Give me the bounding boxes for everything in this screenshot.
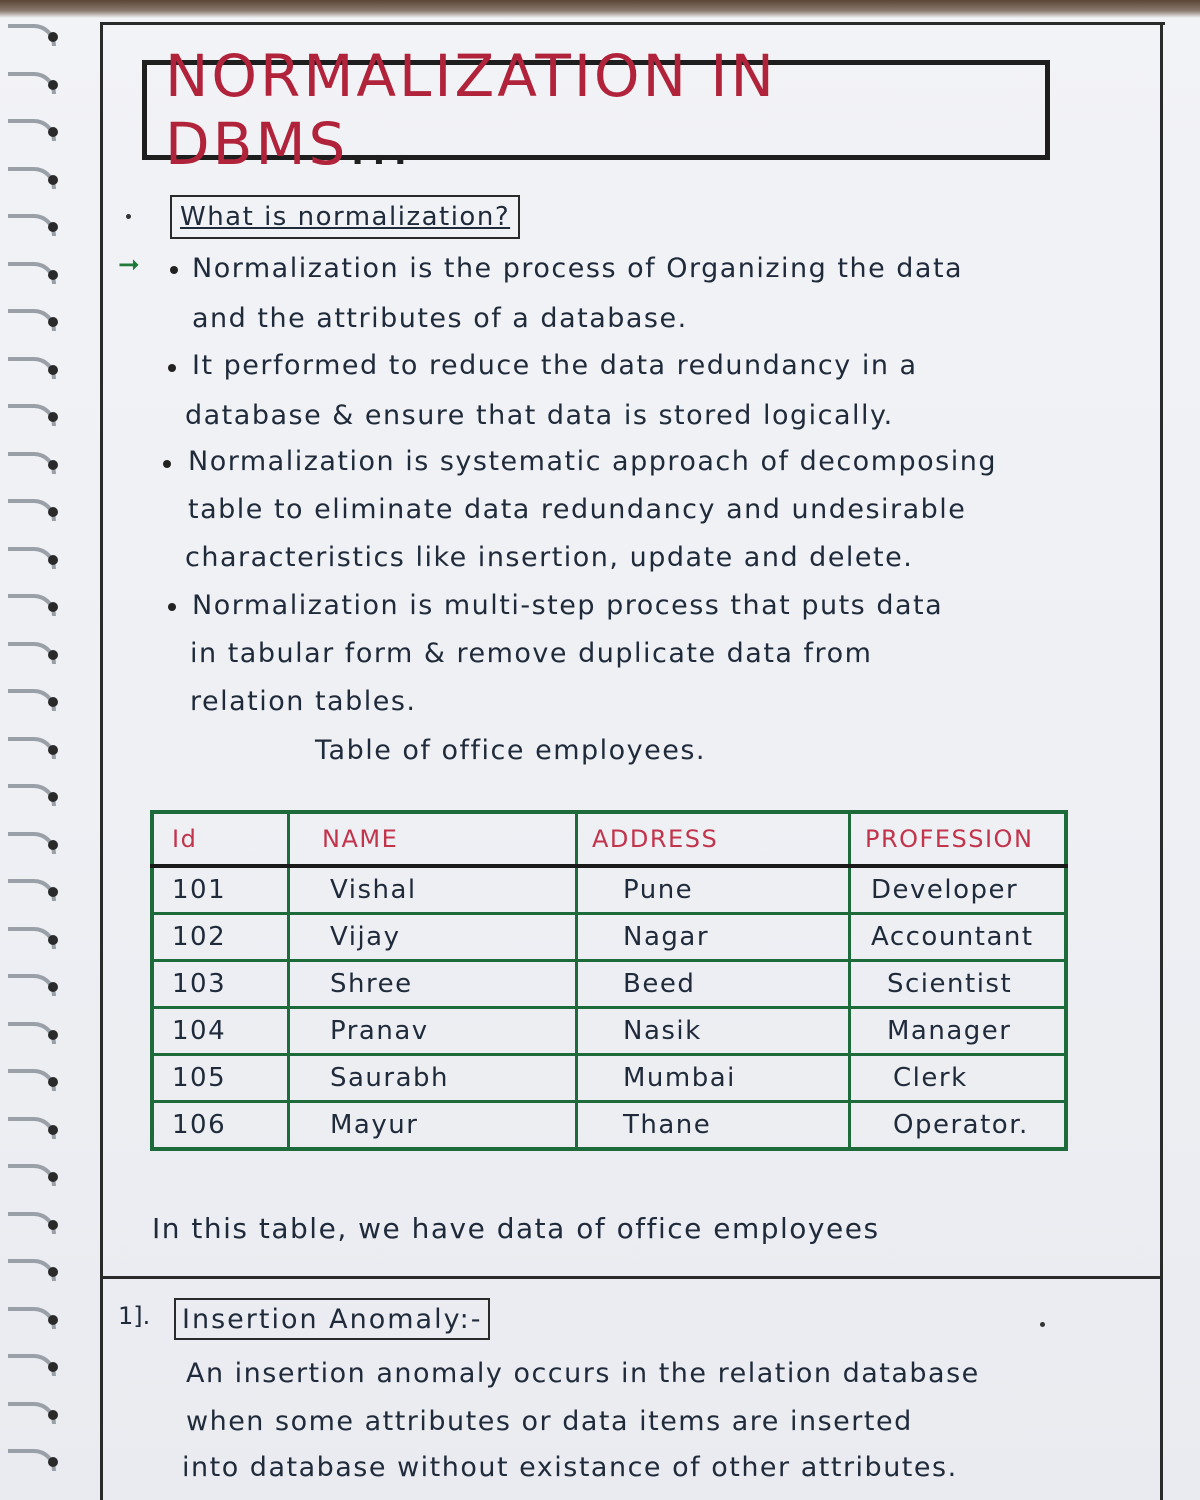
spiral-ring [8, 1065, 58, 1095]
spiral-hole [48, 887, 58, 897]
spiral-hole [48, 1410, 58, 1420]
bullet-4-line-1: Normalization is multi-step process that puts data [192, 590, 944, 621]
cell-id: 105 [152, 1055, 289, 1102]
spiral-ring [8, 1018, 58, 1048]
spiral-ring [8, 1160, 58, 1190]
spiral-hole [48, 222, 58, 232]
spiral-ring [8, 448, 58, 478]
header-address: ADDRESS [577, 812, 850, 866]
bullet-2-line-1: It performed to reduce the data redundancy in a [192, 350, 918, 381]
spiral-ring [8, 685, 58, 715]
header-profession: PROFESSION [850, 812, 1067, 866]
spiral-ring [8, 780, 58, 810]
cell-name: Vijay [289, 914, 577, 961]
bullet-4-line-2: in tabular form & remove duplicate data from [190, 638, 873, 669]
spiral-ring [8, 970, 58, 1000]
spiral-hole [48, 1267, 58, 1277]
spiral-hole [48, 365, 58, 375]
cell-address: Mumbai [577, 1055, 850, 1102]
spiral-ring [8, 1255, 58, 1285]
spiral-ring [8, 1113, 58, 1143]
bullet-icon [168, 364, 176, 372]
section-heading-box [174, 1298, 490, 1340]
spiral-hole [48, 1172, 58, 1182]
margin-dot [1040, 1322, 1045, 1327]
cell-name: Mayur [289, 1102, 577, 1150]
spiral-hole [48, 1315, 58, 1325]
spiral-hole [48, 175, 58, 185]
bullet-3-line-2: table to eliminate data redundancy and undesirable [188, 494, 967, 525]
title-box [142, 42, 1050, 178]
cell-address: Beed [577, 961, 850, 1008]
section-number: 1]. [118, 1302, 151, 1330]
spiral-hole [48, 412, 58, 422]
table-caption: Table of office employees. [315, 735, 707, 766]
cell-profession: Manager [850, 1008, 1067, 1055]
spiral-binding [0, 20, 70, 1500]
spiral-hole [48, 935, 58, 945]
spiral-ring [8, 68, 58, 98]
table-row [152, 961, 1066, 1008]
header-id: Id [152, 812, 289, 866]
spiral-ring [8, 258, 58, 288]
bullet-1-line-2: and the attributes of a database. [192, 303, 688, 334]
cell-address: Pune [577, 866, 850, 914]
table-header-row [152, 812, 1066, 866]
spiral-ring [8, 305, 58, 335]
cell-address: Nasik [577, 1008, 850, 1055]
cell-profession: Developer [850, 866, 1067, 914]
spiral-ring [8, 1350, 58, 1380]
cell-name: Saurabh [289, 1055, 577, 1102]
cell-name: Shree [289, 961, 577, 1008]
spiral-hole [48, 650, 58, 660]
bullet-3-line-3: characteristics like insertion, update and delete. [185, 542, 914, 573]
table-row [152, 866, 1066, 914]
spiral-ring [8, 1445, 58, 1475]
page-top-edge [0, 0, 1200, 18]
spiral-hole [48, 80, 58, 90]
section-line-1: An insertion anomaly occurs in the relation database [186, 1358, 980, 1389]
frame-top-line [100, 22, 1165, 25]
spiral-ring [8, 495, 58, 525]
bullet-1-line-1: Normalization is the process of Organizing the data [192, 253, 964, 284]
table-row [152, 1008, 1066, 1055]
cell-profession: Scientist [850, 961, 1067, 1008]
spiral-hole [48, 792, 58, 802]
spiral-hole [48, 1125, 58, 1135]
spiral-hole [48, 127, 58, 137]
cell-profession: Accountant [850, 914, 1067, 961]
section-line-3: into database without existance of other attributes. [182, 1452, 958, 1483]
title-text: NORMALIZATION IN DBMS [165, 42, 777, 178]
spiral-hole [48, 745, 58, 755]
table-row [152, 1055, 1066, 1102]
spiral-hole [48, 1220, 58, 1230]
section-line-2: when some attributes or data items are inserted [186, 1406, 913, 1437]
cell-profession: Operator. [850, 1102, 1067, 1150]
employee-table [150, 810, 1068, 1151]
cell-address: Nagar [577, 914, 850, 961]
section-heading: Insertion Anomaly:- [182, 1303, 483, 1335]
spiral-ring [8, 400, 58, 430]
question-text: What is normalization? [180, 202, 511, 232]
page-title [165, 42, 1045, 178]
cell-name: Vishal [289, 866, 577, 914]
cell-name: Pranav [289, 1008, 577, 1055]
spiral-ring [8, 543, 58, 573]
bullet-2-line-2: database & ensure that data is stored logically. [185, 400, 894, 431]
cell-id: 104 [152, 1008, 289, 1055]
spiral-hole [48, 460, 58, 470]
spiral-hole [48, 602, 58, 612]
cell-id: 101 [152, 866, 289, 914]
spiral-hole [48, 32, 58, 42]
spiral-ring [8, 923, 58, 953]
arrow-icon: ➞ [118, 250, 140, 280]
cell-address: Thane [577, 1102, 850, 1150]
bullet-icon [168, 603, 176, 611]
bullet-icon [170, 266, 178, 274]
spiral-hole [48, 840, 58, 850]
bullet-3-line-1: Normalization is systematic approach of decomposing [188, 446, 997, 477]
spiral-hole [48, 1030, 58, 1040]
table-row [152, 1102, 1066, 1150]
spiral-ring [8, 353, 58, 383]
spiral-hole [48, 507, 58, 517]
bullet-4-line-3: relation tables. [190, 686, 417, 717]
header-name: NAME [289, 812, 577, 866]
cell-id: 106 [152, 1102, 289, 1150]
cell-id: 103 [152, 961, 289, 1008]
section-divider [100, 1276, 1163, 1279]
spiral-ring [8, 590, 58, 620]
spiral-ring [8, 1208, 58, 1238]
spiral-ring [8, 875, 58, 905]
question-box [170, 195, 520, 239]
spiral-hole [48, 555, 58, 565]
spiral-hole [48, 1457, 58, 1467]
table-row [152, 914, 1066, 961]
spiral-ring [8, 1398, 58, 1428]
spiral-ring [8, 20, 58, 50]
spiral-hole [48, 270, 58, 280]
table-note: In this table, we have data of office employees [152, 1212, 880, 1245]
spiral-ring [8, 1303, 58, 1333]
margin-dot [126, 214, 131, 219]
bullet-icon [163, 460, 171, 468]
spiral-ring [8, 828, 58, 858]
spiral-ring [8, 210, 58, 240]
spiral-ring [8, 638, 58, 668]
cell-id: 102 [152, 914, 289, 961]
spiral-ring [8, 115, 58, 145]
spiral-ring [8, 733, 58, 763]
title-ellipsis: ... [348, 110, 413, 178]
spiral-hole [48, 317, 58, 327]
spiral-hole [48, 1077, 58, 1087]
cell-profession: Clerk [850, 1055, 1067, 1102]
spiral-hole [48, 697, 58, 707]
spiral-ring [8, 163, 58, 193]
spiral-hole [48, 1362, 58, 1372]
spiral-hole [48, 982, 58, 992]
